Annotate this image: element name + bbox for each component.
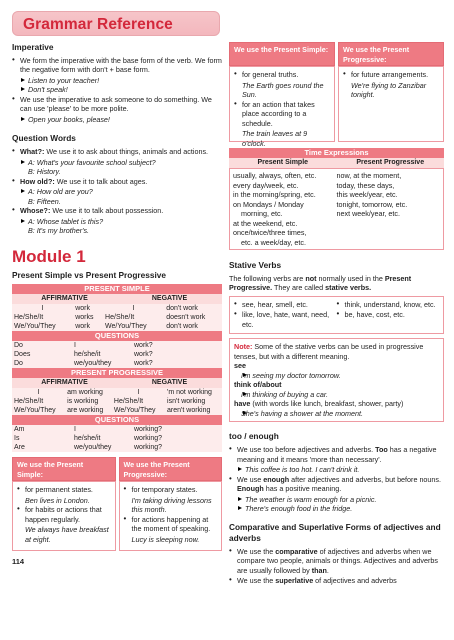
use-item: • for an action that takes place according to a schedule. [234, 100, 330, 129]
use-box-header: We use the Present Progressive: [338, 42, 444, 66]
qword-whose [12, 206, 222, 216]
use-box-header: We use the Present Simple: [12, 457, 116, 481]
example: She's having a shower at the moment. [234, 409, 439, 419]
section-header [12, 11, 220, 36]
stative-item: • see, hear, smell, etc. [234, 300, 337, 310]
have-rule [234, 399, 439, 409]
example: I'm seeing my doctor tomorrow. [234, 371, 439, 381]
text: We use [237, 474, 264, 484]
expression: at the weekend, etc. [233, 218, 298, 228]
use-example: We always have breakfast at eight. [25, 525, 109, 544]
table-row [12, 313, 222, 322]
use-box [229, 42, 335, 148]
expression: now, at the moment, [336, 171, 402, 180]
table-cell: working? [134, 444, 163, 452]
table-cell: He/She/It [14, 314, 44, 322]
text: The following verbs are [229, 273, 306, 283]
left-column [12, 42, 222, 567]
text: normally used in the [316, 273, 385, 283]
table-cell: we/you/they [74, 360, 112, 368]
table-cell: We/You/They [105, 323, 147, 331]
table-cell: work [75, 305, 90, 313]
example: I'm thinking of buying a car. [234, 390, 439, 400]
table-cell: Are [14, 444, 25, 452]
affirmative-label: AFFIRMATIVE [41, 379, 88, 387]
use-box [119, 457, 223, 551]
stative-column [234, 300, 337, 331]
stative-verbs-box [229, 296, 444, 335]
table-row [12, 350, 222, 359]
table-cell: Do [14, 342, 23, 350]
stative-item: • like, love, hate, want, need, etc. [234, 310, 337, 329]
table-cell: Does [14, 351, 31, 359]
table-cell: He/She/It [113, 398, 144, 406]
table-row [12, 425, 222, 434]
table-cell: I [37, 389, 40, 397]
table-cell: 'm not working [167, 389, 212, 397]
table-cell: isn't working [167, 398, 206, 406]
qword-label: What?: [20, 147, 45, 157]
note [234, 342, 439, 361]
example: The weather is warm enough for a picnic. [229, 495, 444, 505]
text: (with words like lunch, breakfast, shower, party) [250, 399, 404, 409]
qword-text: We use it to ask about things, animals and actions. [44, 147, 209, 157]
module-subtitle: Present Simple vs Present Progressive [12, 270, 167, 281]
text: We use the [237, 546, 276, 556]
table-cell: Am [14, 426, 25, 434]
table-cell: I [74, 342, 76, 350]
use-box-header: We use the Present Simple: [229, 42, 335, 66]
superlative-rule [229, 576, 444, 586]
table-cell: am working [67, 389, 103, 397]
table-cell: I [74, 426, 76, 434]
text: of adjectives and adverbs [313, 576, 397, 586]
use-example: We're flying to Zanzibar tonight. [351, 80, 427, 99]
use-item: • for habits or actions that happen regularly. [17, 505, 111, 524]
page-number: 114 [12, 557, 25, 567]
use-boxes-top [229, 42, 444, 148]
qword-what [12, 147, 222, 157]
use-boxes-bottom [12, 457, 222, 551]
table-cell: work? [134, 342, 153, 350]
table-cell: We/You/They [14, 323, 56, 331]
affirmative-label: AFFIRMATIVE [41, 295, 88, 303]
table-cell: I [41, 305, 44, 313]
expression: morning, etc. [241, 209, 283, 218]
use-example: The train leaves at 9 o'clock. [242, 129, 308, 148]
use-item: • for future arrangements. [343, 70, 439, 80]
example: A: How old are you? [12, 187, 222, 197]
text: than [311, 565, 327, 575]
time-expressions [229, 148, 444, 250]
qword-label: Whose?: [20, 206, 51, 216]
stative-verbs-heading: Stative Verbs [229, 260, 282, 270]
table-cell: work? [134, 360, 153, 368]
note-text: Some of the stative verbs can be used in progressive tenses, but with a different meaning. [234, 342, 424, 361]
qword-label: How old?: [20, 176, 55, 186]
table-cell: is working [67, 398, 99, 406]
pp-table [12, 388, 222, 415]
use-box-body [338, 66, 444, 142]
table-cell: we/you/they [74, 444, 112, 452]
time-expressions-body [229, 168, 444, 250]
text: We use the [237, 576, 276, 586]
imperative-rule-1: • We form the imperative with the base form of the verb. We form the negative form with don't + base form. [12, 56, 222, 75]
too-rule [229, 445, 444, 464]
module-title: Module 1 [12, 246, 86, 266]
text: enough [263, 474, 290, 484]
expression: today, these days, [336, 180, 395, 190]
qword-text: We use it to talk about ages. [54, 176, 148, 186]
table-cell: work? [134, 351, 153, 359]
use-box [12, 457, 116, 551]
present-simple-bar: PRESENT SIMPLE [12, 284, 222, 294]
example-answer: B: It's my brother's. [28, 226, 90, 236]
ps-table [12, 304, 222, 331]
table-row [12, 397, 222, 406]
comparative-heading: Comparative and Superlative Forms of adjectives and adverbs [229, 521, 441, 543]
example: Open your books, please! [12, 115, 222, 125]
verb-label: think of/about [234, 380, 282, 390]
use-box-body [119, 481, 223, 551]
table-row [12, 388, 222, 397]
text: has a positive meaning. [263, 484, 342, 494]
note-label: Note: [234, 342, 253, 352]
imperative-heading: Imperative [12, 42, 54, 52]
text: after adjectives and adverbs, but before nouns. [289, 474, 442, 484]
enough-rule [229, 475, 444, 494]
use-item: • for permanent states. [17, 485, 111, 495]
expression: this week/year, etc. [336, 190, 398, 199]
negative-label: NEGATIVE [151, 295, 188, 303]
stative-item: • be, have, cost, etc. [337, 310, 440, 320]
table-cell: work [75, 323, 90, 331]
use-box-header: We use the Present Progressive: [119, 457, 223, 481]
imperative-rule-2: • We use the imperative to ask someone to do something. We can use 'please' to be more polite. [12, 95, 222, 114]
table-cell: he/she/it [74, 435, 101, 443]
right-column [229, 42, 444, 587]
use-example: Ben lives in London. [25, 495, 90, 505]
stative-item: • think, understand, know, etc. [337, 300, 440, 310]
table-cell: he/she/it [74, 351, 101, 359]
question-words-heading: Question Words [12, 133, 76, 144]
table-cell: don't work [166, 323, 198, 331]
table-cell: I [132, 305, 135, 313]
example: A: What's your favourite school subject? [12, 158, 222, 168]
table-cell: Is [14, 435, 20, 443]
table-cell: Do [14, 360, 23, 368]
text: Enough [237, 484, 264, 494]
stative-intro [229, 274, 444, 293]
example: Don't speak! [12, 85, 222, 95]
expression: in the morning/spring, etc. [233, 190, 316, 199]
table-cell: He/She/It [105, 314, 135, 322]
use-example: The Earth goes round the Sun. [242, 80, 324, 99]
expression: on Mondays / Monday [233, 199, 304, 209]
negative-label: NEGATIVE [151, 379, 188, 387]
table-cell: are working [67, 407, 104, 415]
use-example: I'm taking driving lessons this month. [131, 495, 212, 515]
table-row [12, 434, 222, 443]
table-cell: working? [134, 426, 163, 434]
use-example: Lucy is sleeping now. [131, 534, 200, 544]
present-progressive-bar: PRESENT PROGRESSIVE [12, 368, 222, 378]
table-cell: He/She/It [14, 398, 44, 406]
expression: tonight, tomorrow, etc. [336, 199, 408, 209]
text: not [305, 273, 317, 283]
text: superlative [275, 576, 314, 586]
table-row [12, 322, 222, 331]
table-row [12, 359, 222, 368]
use-box [338, 42, 444, 142]
use-box-body [229, 66, 335, 148]
use-box-body [12, 481, 116, 551]
pp-column-headers [12, 378, 222, 388]
pp-questions-bar: QUESTIONS [12, 415, 222, 425]
text: of adjectives and adverbs when we compare two people, animals or things. Adjectives and adverbs are usually followed by [237, 546, 438, 575]
text: comparative [275, 546, 318, 556]
table-row [12, 443, 222, 452]
ps-questions-bar: QUESTIONS [12, 331, 222, 341]
stative-note-box [229, 338, 444, 422]
table-cell: working? [134, 435, 163, 443]
expression: every day/week, etc. [233, 180, 299, 190]
page-title: Grammar Reference [23, 16, 173, 33]
text: Present Progressive. [229, 273, 412, 293]
ps-column-headers [12, 294, 222, 304]
table-row [12, 341, 222, 350]
too-enough-heading: too / enough [229, 431, 279, 442]
pp-expressions [337, 171, 441, 247]
time-expressions-headers [229, 158, 444, 168]
example: This coffee is too hot. I can't drink it. [229, 465, 444, 475]
comparative-rule: • We use the comparative of adjectives and adverbs when we compare two people, animals or things. Adjectives and adverbs are usually followed by than. [229, 547, 444, 576]
table-cell: I [137, 389, 140, 397]
expression: next week/year, etc. [336, 209, 401, 218]
text: stative verbs. [325, 283, 372, 293]
example: Listen to your teacher! [12, 76, 222, 86]
text: We use too before adjectives and adverbs. [237, 445, 374, 455]
text: Too [375, 445, 388, 455]
example-answer: B: History. [28, 167, 61, 177]
column-label: Present Simple [257, 159, 309, 166]
ps-questions-table [12, 341, 222, 368]
stative-column [337, 300, 440, 331]
ps-expressions [233, 171, 337, 247]
table-cell: aren't working [167, 407, 211, 415]
table-row [12, 304, 222, 313]
use-item: • for actions happening at the moment of speaking. [124, 515, 218, 534]
time-expressions-bar: Time Expressions [229, 148, 444, 158]
text: has a negative meaning and it means 'more than necessary'. [237, 445, 437, 464]
expression: etc. a week/day, etc. [241, 237, 306, 247]
qword-text: We use it to talk about possession. [50, 206, 164, 216]
expression: usually, always, often, etc. [233, 171, 317, 180]
table-cell: works [75, 314, 94, 322]
table-cell: We/You/They [113, 407, 156, 415]
table-cell: We/You/They [14, 407, 56, 415]
expression: once/twice/three times, [233, 228, 307, 237]
pp-questions-table [12, 425, 222, 452]
example: A: Whose tablet is this? [12, 217, 222, 227]
text: They are called [272, 283, 326, 293]
table-row [12, 406, 222, 415]
use-item: • for temporary states. [124, 485, 218, 495]
table-cell: don't work [166, 305, 198, 313]
example-answer: B: Fifteen. [28, 196, 61, 206]
example: There's enough food in the fridge. [229, 504, 444, 514]
verb-label: have [234, 399, 251, 409]
qword-how-old [12, 177, 222, 187]
use-item: • for general truths. [234, 70, 330, 80]
column-label: Present Progressive [356, 159, 425, 166]
table-cell: doesn't work [166, 314, 206, 322]
verb-label: see [234, 361, 246, 371]
